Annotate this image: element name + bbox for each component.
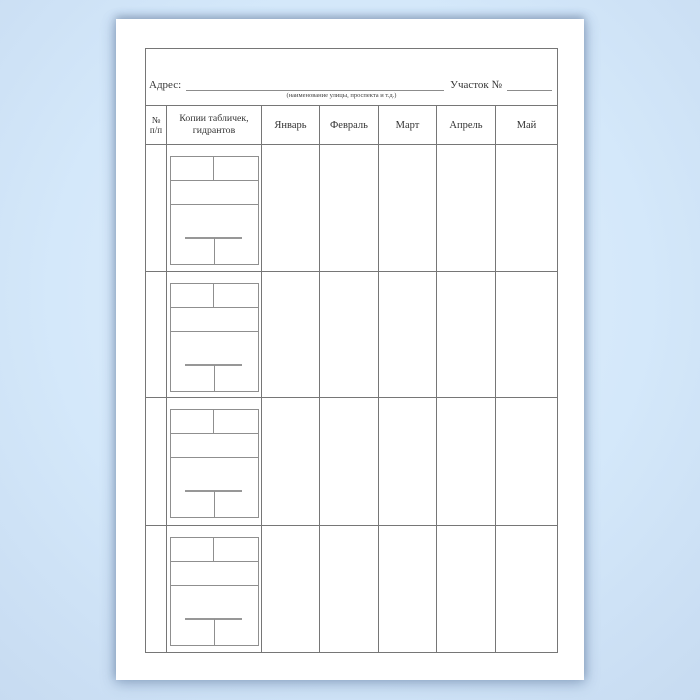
address-fill-line xyxy=(186,78,444,91)
diagram-bottom-section xyxy=(171,586,258,645)
address-line xyxy=(149,78,557,92)
diagram-stem-line xyxy=(214,491,215,517)
column-header-copies-line2: гидрантов xyxy=(192,125,236,136)
diagram-top-section xyxy=(171,157,258,181)
cell-march xyxy=(379,145,437,271)
cell-number xyxy=(146,398,167,525)
diagram-top-section xyxy=(171,410,258,434)
cell-number xyxy=(146,526,167,652)
cell-number xyxy=(146,272,167,397)
table-row xyxy=(146,398,557,526)
diagram-stem-line xyxy=(214,238,215,264)
column-header-february: Февраль xyxy=(320,106,379,144)
hydrant-plate-diagram xyxy=(170,156,259,265)
cell-april xyxy=(437,272,496,397)
cell-january xyxy=(262,526,320,652)
diagram-middle-band xyxy=(171,562,258,586)
hydrant-inspection-form-table xyxy=(145,48,558,653)
cell-plate-copy xyxy=(167,145,262,271)
section-number-label: Участок № xyxy=(450,79,502,91)
cell-may xyxy=(496,272,557,397)
column-header-april: Апрель xyxy=(437,106,496,144)
cell-january xyxy=(262,145,320,271)
cell-april xyxy=(437,526,496,652)
hydrant-plate-diagram xyxy=(170,283,259,392)
address-label: Адрес: xyxy=(149,79,182,91)
cell-plate-copy xyxy=(167,526,262,652)
cell-march xyxy=(379,526,437,652)
cell-april xyxy=(437,145,496,271)
cell-february xyxy=(320,526,379,652)
diagram-top-right-cell xyxy=(214,538,258,561)
cell-may xyxy=(496,398,557,525)
diagram-top-right-cell xyxy=(214,410,258,433)
cell-february xyxy=(320,398,379,525)
column-header-copies-line1: Копии табличек, xyxy=(179,113,249,124)
diagram-bottom-section xyxy=(171,332,258,391)
address-row xyxy=(146,49,557,106)
hydrant-plate-diagram xyxy=(170,537,259,646)
column-header-january: Январь xyxy=(262,106,320,144)
diagram-stem-line xyxy=(214,365,215,391)
diagram-top-left-cell xyxy=(171,538,215,561)
table-header-row xyxy=(146,106,557,145)
diagram-middle-band xyxy=(171,181,258,205)
column-header-number-line2: п/п xyxy=(149,125,163,135)
cell-february xyxy=(320,145,379,271)
diagram-top-section xyxy=(171,284,258,308)
cell-january xyxy=(262,398,320,525)
diagram-middle-band xyxy=(171,434,258,458)
cell-plate-copy xyxy=(167,398,262,525)
diagram-top-left-cell xyxy=(171,410,215,433)
diagram-middle-band xyxy=(171,308,258,332)
column-header-may: Май xyxy=(516,119,537,131)
diagram-bottom-section xyxy=(171,458,258,517)
paper-sheet xyxy=(116,19,584,680)
cell-february xyxy=(320,272,379,397)
table-row xyxy=(146,272,557,398)
diagram-top-left-cell xyxy=(171,284,215,307)
table-row xyxy=(146,145,557,272)
cell-may xyxy=(496,145,557,271)
diagram-top-section xyxy=(171,538,258,562)
section-number-fill-line xyxy=(507,78,552,91)
address-hint-caption: (наименование улицы, проспекта и т.д.) xyxy=(286,92,397,99)
cell-march xyxy=(379,272,437,397)
cell-january xyxy=(262,272,320,397)
column-header-number xyxy=(146,106,167,144)
diagram-top-right-cell xyxy=(214,157,258,180)
diagram-top-left-cell xyxy=(171,157,215,180)
cell-plate-copy xyxy=(167,272,262,397)
table-row xyxy=(146,526,557,652)
cell-may xyxy=(496,526,557,652)
cell-march xyxy=(379,398,437,525)
cell-number xyxy=(146,145,167,271)
hydrant-plate-diagram xyxy=(170,409,259,518)
column-header-copies xyxy=(167,106,262,144)
diagram-stem-line xyxy=(214,619,215,645)
column-header-number-line1: № xyxy=(151,114,161,125)
column-header-march: Март xyxy=(379,106,437,144)
cell-april xyxy=(437,398,496,525)
diagram-top-right-cell xyxy=(214,284,258,307)
diagram-bottom-section xyxy=(171,205,258,264)
